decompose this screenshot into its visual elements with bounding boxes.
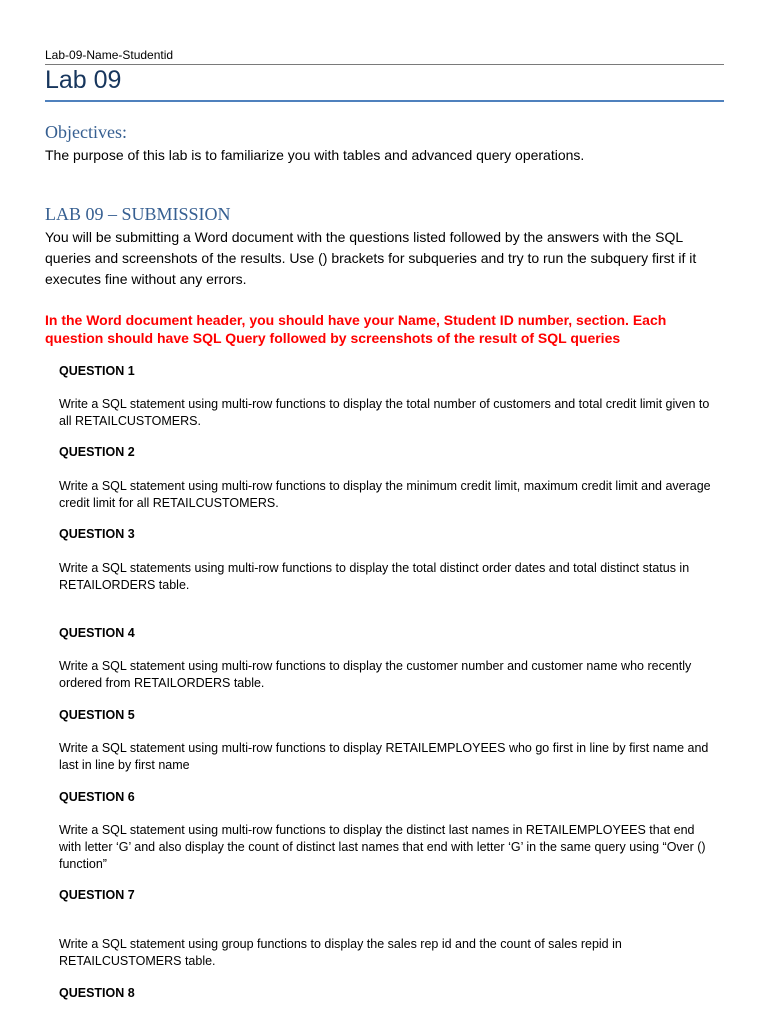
objectives-text: The purpose of this lab is to familiarize you with tables and advanced query operations.: [45, 147, 585, 163]
question-6-text: Write a SQL statement using multi-row functions to display the distinct last names in RETAILEMPLOYEES that end with letter ‘G’ and also display the count of distinct last names that end with letter ‘G’ in the same query using “Over () function”: [59, 823, 706, 871]
question-3-text: Write a SQL statements using multi-row functions to display the total distinct order dates and total distinct status in RETAILORDERS table.: [59, 561, 690, 592]
question-2-title: QUESTION 2: [59, 445, 135, 459]
submission-heading: LAB 09 – SUBMISSION: [45, 204, 231, 224]
header-divider: [45, 64, 724, 65]
question-3-title: QUESTION 3: [59, 527, 135, 541]
objectives-heading: Objectives:: [45, 122, 127, 142]
submission-text: You will be submitting a Word document with the questions listed followed by the answers with the SQL queries and screenshots of the results. Use () brackets for subqueries and try to run the subquery first if it executes fine without any errors.: [45, 229, 697, 287]
question-5-text: Write a SQL statement using multi-row functions to display RETAILEMPLOYEES who go first in line by first name and last in line by first name: [59, 741, 709, 772]
question-4-text: Write a SQL statement using multi-row functions to display the customer number and customer name who recently ordered from RETAILORDERS table.: [59, 659, 692, 690]
question-5-title: QUESTION 5: [59, 708, 135, 722]
question-7-text: Write a SQL statement using group functions to display the sales rep id and the count of sales repid in RETAILCUSTOMERS table.: [59, 937, 622, 968]
page-title: Lab 09: [45, 66, 122, 94]
question-4-title: QUESTION 4: [59, 626, 135, 640]
question-2-text: Write a SQL statement using multi-row functions to display the minimum credit limit, maximum credit limit and average credit limit for all RETAILCUSTOMERS.: [59, 479, 711, 510]
question-7-title: QUESTION 7: [59, 888, 135, 902]
document-name: Lab-09-Name-Studentid: [45, 48, 174, 62]
header-requirement-note: In the Word document header, you should have your Name, Student ID number, section. Each question should have SQL Query followed by screenshots of the result of SQL queries: [45, 312, 667, 346]
question-1-title: QUESTION 1: [59, 364, 135, 378]
title-divider: [45, 100, 724, 102]
question-1-text: Write a SQL statement using multi-row functions to display the total number of customers and total credit limit given to all RETAILCUSTOMERS.: [59, 397, 710, 428]
question-6-title: QUESTION 6: [59, 790, 135, 804]
question-8-title: QUESTION 8: [59, 986, 135, 1000]
